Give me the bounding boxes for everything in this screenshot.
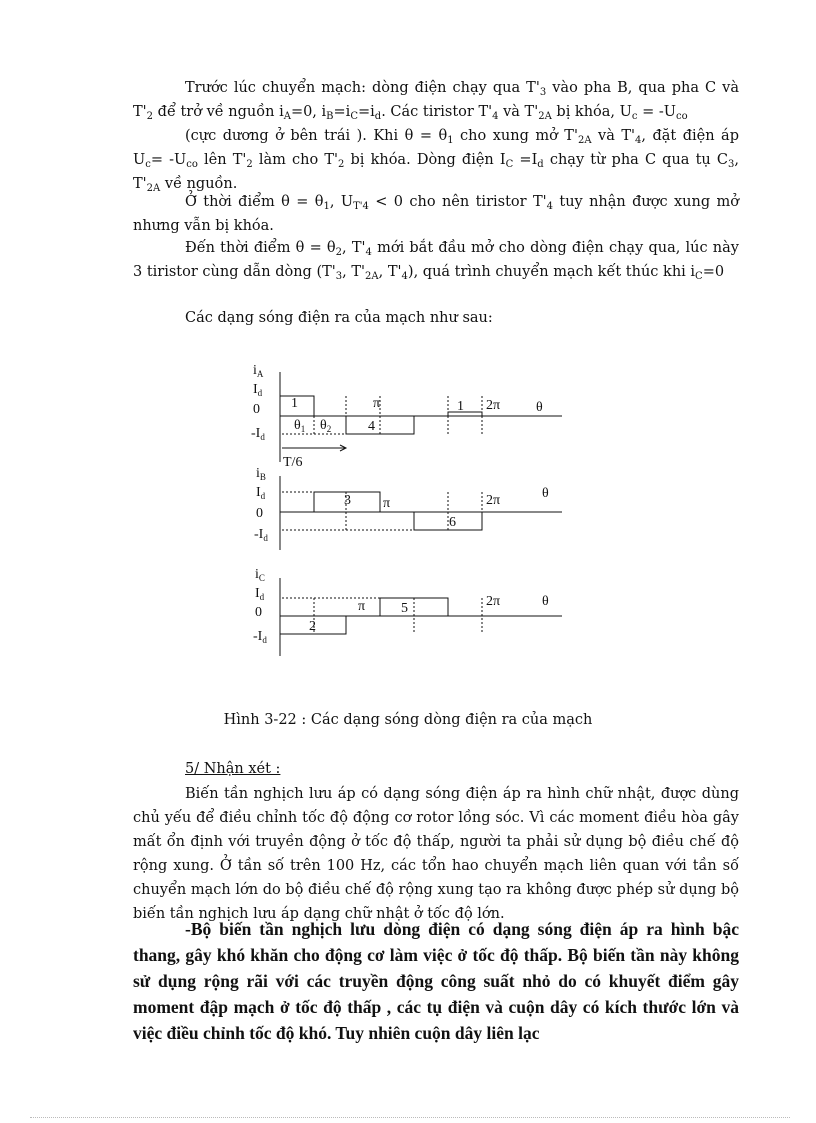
ib-negid-label: $-I_d$	[254, 527, 268, 543]
ib-zero-label: 0	[256, 506, 263, 521]
paragraph-4: Đến thời điểm $\theta = \theta_2$, $T'_4$ mới bắt đầu mở cho dòng điện chạy qua, lúc này 3 tiristor cùng dẫn dòng ($T'_3$, $T'_{2A}$, $T'_4$), quá trình chuyển mạch kết thúc khi $i_C=0$	[133, 240, 739, 282]
ia-2pi-label: 2π	[486, 398, 501, 413]
ia-period-label: T/6	[283, 455, 303, 470]
ic-zero-label: 0	[255, 605, 262, 620]
section-paragraph-1: Biến tần nghịch lưu áp có dạng sóng điện áp ra hình chữ nhật, được dùng chủ yếu để điều chỉnh tốc độ động cơ rotor lồng sóc. Vì các moment điều hòa gây mất ổn định với truyền động ở tốc độ thấp, người ta phải sử dụng bộ điều chế độ rộng xung. Ở tần số trên 100 Hz, các tổn hao chuyển mạch liên quan với tần số chuyển mạch lớn do bộ điều chế độ rộng xung tạo ra không được phép sử dụng bộ biến tần nghịch lưu áp dạng chữ nhật ở tốc độ lớn.	[133, 786, 739, 922]
section-paragraph-2: -Bộ biến tần nghịch lưu dòng điện có dạng sóng điện áp ra hình bậc thang, gây khó khăn cho động cơ làm việc ở tốc độ thấp. Bộ biến tần này không sử dụng rộng rãi với các truyền động công suất nhỏ do có khuyết điểm gây moment đập mạch ở tốc độ thấp , các tụ điện và cuộn dây có kích thước lớn và việc điều chỉnh tốc độ khó. Tuy nhiên cuộn dây liên lạc	[133, 919, 739, 1043]
ib-pi-label: π	[383, 496, 391, 511]
paragraph-1: Trước lúc chuyển mạch: dòng điện chạy qua $T'_3$ vào pha B, qua pha C và $T'_2$ để trở về nguồn $i_A=0$, $i_B=i_C=i_d$. Các tiristor $T'_4$ và $T'_{2A}$ bị khóa, $U_c = -U_{co}$	[133, 80, 739, 122]
ib-axis-label: $i_B$	[256, 466, 266, 482]
ic-axis-label: $i_C$	[255, 567, 265, 583]
ib-id-label: $I_d$	[256, 485, 266, 501]
paragraph-3: Ở thời điểm $\theta = \theta_1$, $U_{T'4} < 0$ cho nên tiristor $T'_4$ tuy nhận được xung mở nhưng vẫn bị khóa.	[133, 194, 739, 234]
ic-id-label: $I_d$	[255, 586, 265, 602]
ib-seg6-label: 6	[449, 515, 456, 530]
ic-seg5-label: 5	[401, 601, 408, 616]
ia-zero-label: 0	[253, 402, 260, 417]
ib-seg3-label: 3	[344, 493, 351, 508]
ic-pi-label: π	[358, 599, 366, 614]
ib-waveform	[314, 492, 482, 530]
ib-2pi-label: 2π	[486, 493, 501, 508]
ic-2pi-label: 2π	[486, 594, 501, 609]
ic-negid-label: $-I_d$	[253, 629, 267, 645]
ic-seg2-label: 2	[309, 619, 316, 634]
paragraph-2: (cực dương ở bên trái ). Khi $\theta = \theta_1$ cho xung mở $T'_{2A}$ và $T'_4$, đặt điện áp $U_c= -U_{co}$ lên $T'_2$ làm cho $T'_2$ bị khóa. Dòng điện $I_C =I_d$ chạy từ pha C qua tụ $C_3$, $T'_{2A}$ về nguồn.	[133, 128, 739, 194]
section-heading: 5/ Nhận xét :	[185, 761, 281, 777]
page-bottom-rule	[30, 1117, 790, 1118]
ia-id-label: $I_d$	[253, 382, 263, 398]
ib-theta-label: θ	[542, 486, 549, 501]
paragraph-5: Các dạng sóng điện ra của mạch như sau:	[185, 310, 493, 326]
ia-seg1b-label: 1	[457, 399, 464, 414]
ia-pi-label: π	[373, 396, 381, 411]
ia-theta2-label: $\theta_2$	[320, 418, 332, 434]
ia-seg4-label: 4	[368, 419, 375, 434]
ia-waveform	[280, 396, 482, 434]
ic-theta-label: θ	[542, 594, 549, 609]
ia-theta1-label: $\theta_1$	[294, 418, 306, 434]
ia-axis-label: $i_A$	[253, 363, 264, 379]
ia-seg1-label: 1	[291, 396, 298, 411]
ia-negid-label: $-I_d$	[251, 426, 265, 442]
ia-theta-label: θ	[536, 400, 543, 415]
figure-caption: Hình 3-22 : Các dạng sóng dòng điện ra của mạch	[223, 712, 593, 728]
